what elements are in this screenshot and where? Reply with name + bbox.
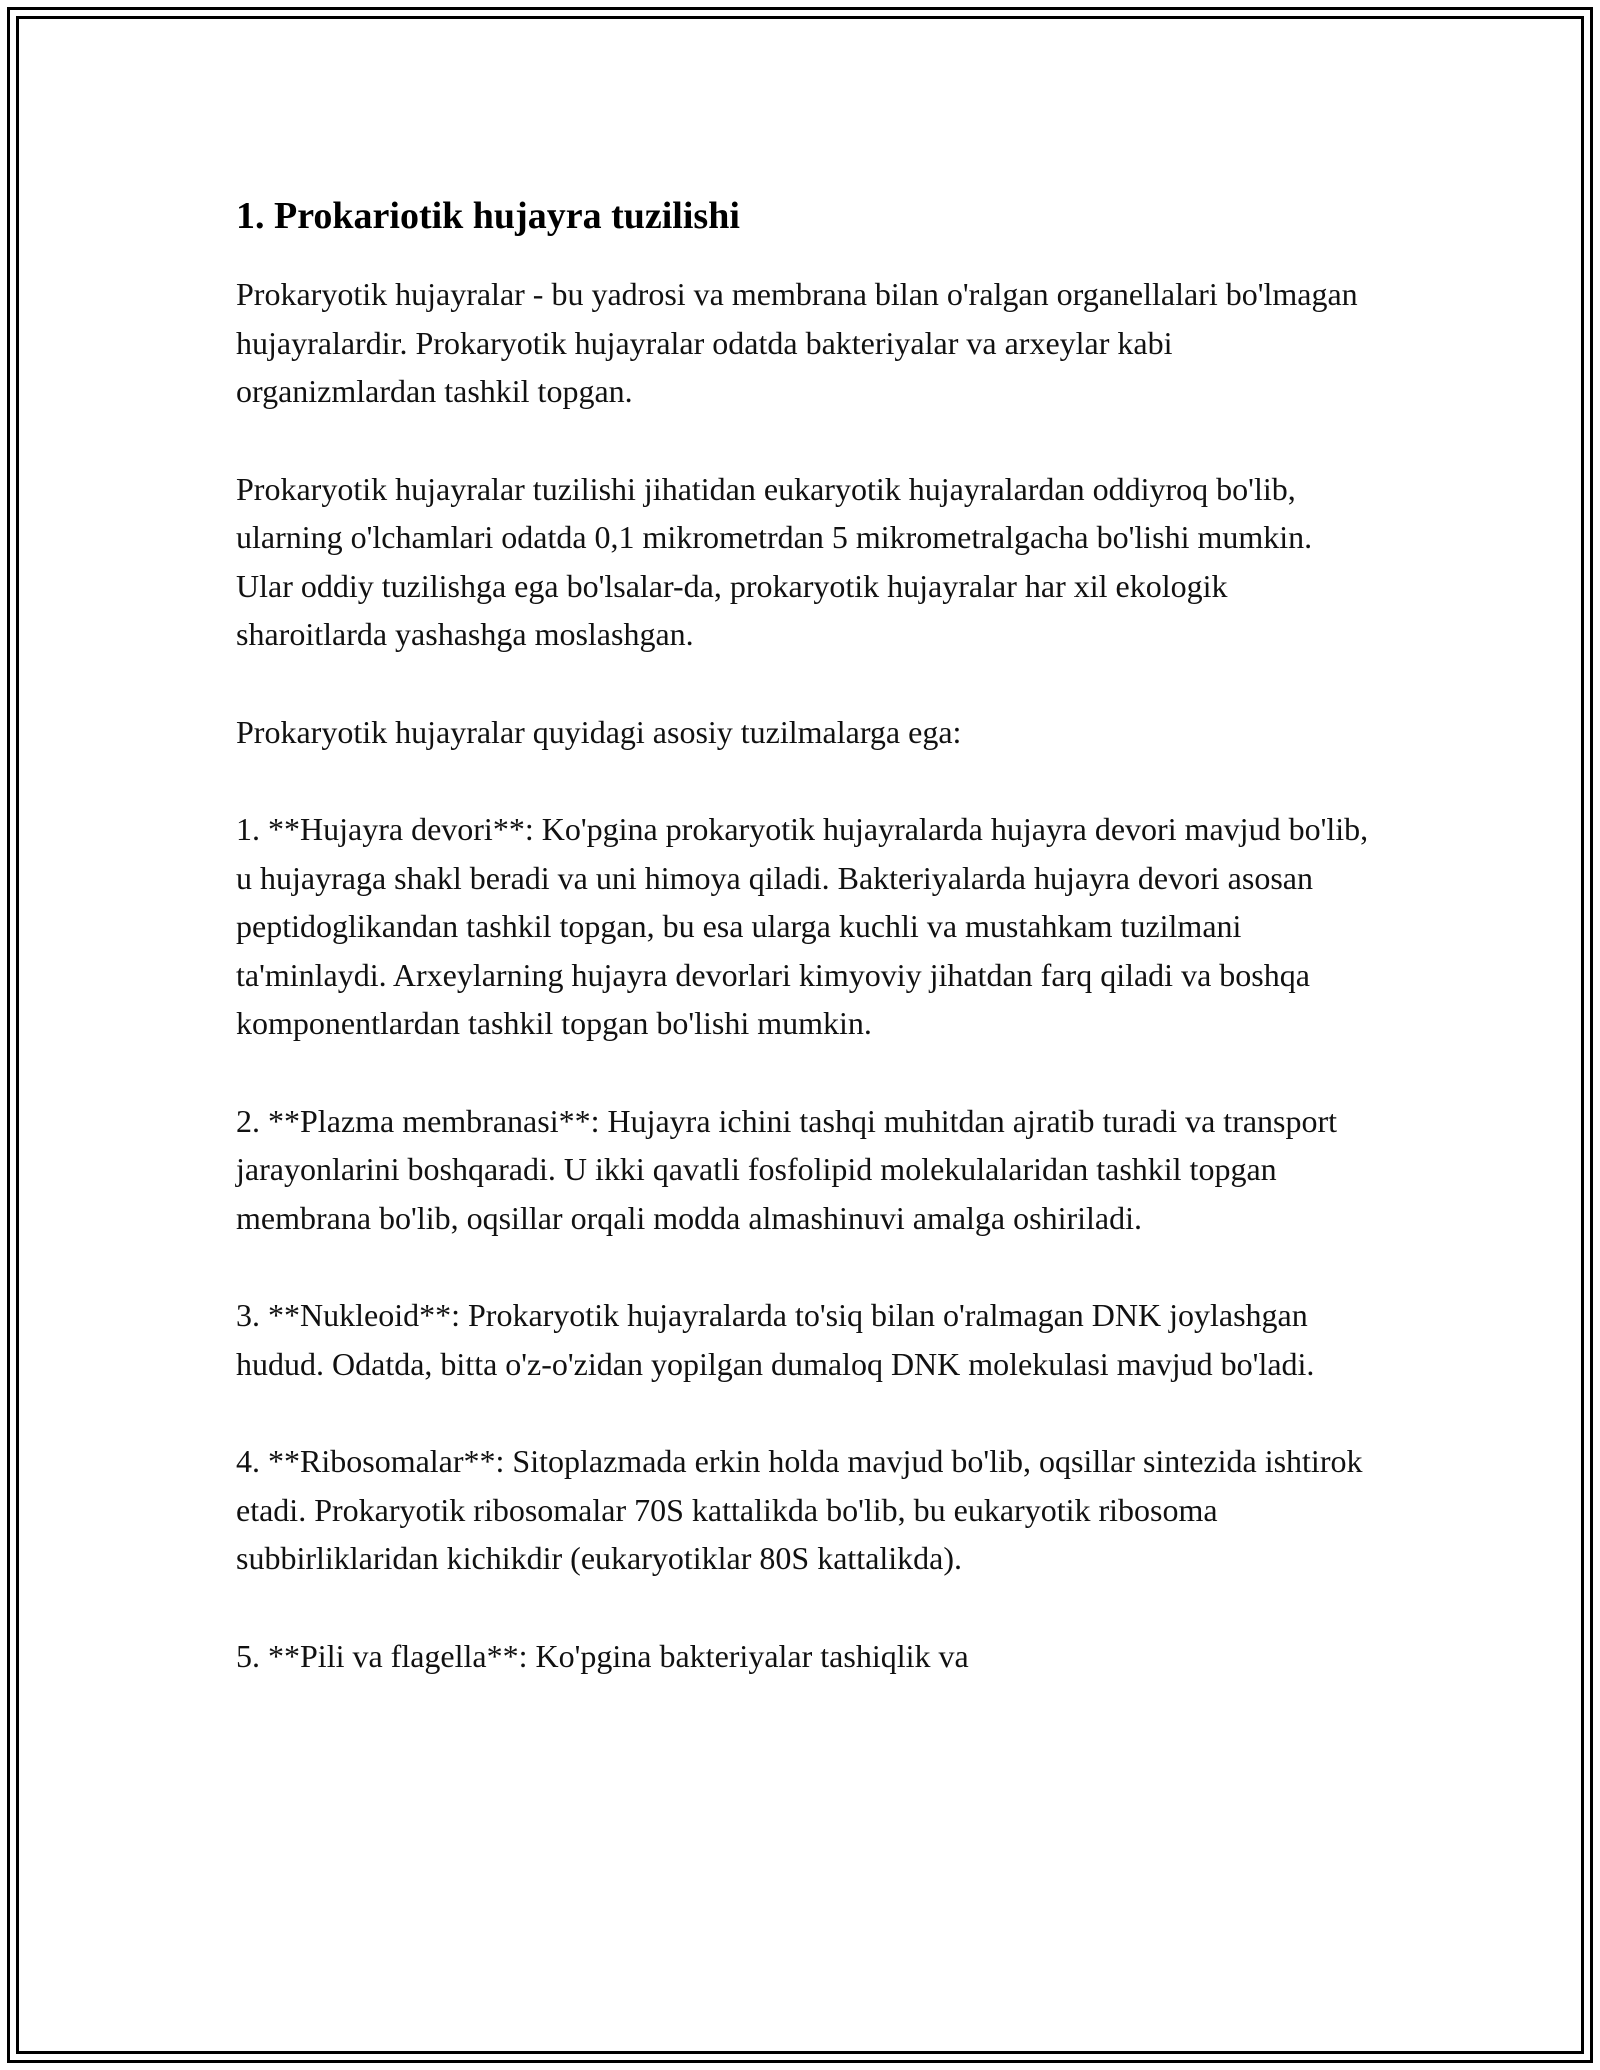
document-body: [236, 188, 1376, 1729]
list-item-ribosomes: 4. **Ribosomalar**: Sitoplazmada erkin holda mavjud bo'lib, oqsillar sintezida ishtirok etadi. Prokaryotik ribosomalar 70S kattalikda bo'lib, bu eukaryotik ribosoma subbirliklaridan kichikdir (eukaryotiklar 80S kattalikda).: [236, 1443, 1363, 1576]
list-item-cell-wall: 1. **Hujayra devori**: Ko'pgina prokaryotik hujayralarda hujayra devori mavjud bo'lib, u hujayraga shakl beradi va uni himoya qiladi. Bakteriyalarda hujayra devori asosan peptidoglikandan tashkil topgan, bu esa ularga kuchli va mustahkam tuzilmani ta'minlaydi. Arxeylarning hujayra devorlari kimyoviy jihatdan farq qiladi va boshqa komponentlardan tashkil topgan bo'lishi mumkin.: [236, 811, 1369, 1041]
list-item-nucleoid: 3. **Nukleoid**: Prokaryotik hujayralarda to'siq bilan o'ralmagan DNK joylashgan hudud. Odatda, bitta o'z-o'zidan yopilgan dumaloq DNK molekulasi mavjud bo'ladi.: [236, 1297, 1315, 1382]
paragraph-intro: Prokaryotik hujayralar - bu yadrosi va membrana bilan o'ralgan organellalari bo'lmagan hujayralardir. Prokaryotik hujayralar odatda bakteriyalar va arxeylar kabi organizmlardan tashkil topgan.: [236, 276, 1358, 409]
paragraph-size: Prokaryotik hujayralar tuzilishi jihatidan eukaryotik hujayralardan oddiyroq bo'lib, ularning o'lchamlari odatda 0,1 mikrometrdan 5 mikrometralgacha bo'lishi mumkin. Ular oddiy tuzilishga ega bo'lsalar-da, prokaryotik hujayralar har xil ekologik sharoitlarda yashashga moslashgan.: [236, 470, 1313, 652]
list-item-plasma-membrane: 2. **Plazma membranasi**: Hujayra ichini tashqi muhitdan ajratib turadi va transport jarayonlarini boshqaradi. U ikki qavatli fosfolipid molekulalaridan tashkil topgan membrana bo'lib, oqsillar orqali modda almashinuvi amalga oshiriladi.: [236, 1102, 1338, 1236]
section-heading: 1. Prokariotik hujayra tuzilishi: [236, 195, 740, 237]
list-item-pili-flagella: 5. **Pili va flagella**: Ko'pgina bakteriyalar tashiqlik va: [236, 1637, 969, 1674]
paragraph-structures-lead: Prokaryotik hujayralar quyidagi asosiy tuzilmalarga ega:: [236, 713, 962, 750]
